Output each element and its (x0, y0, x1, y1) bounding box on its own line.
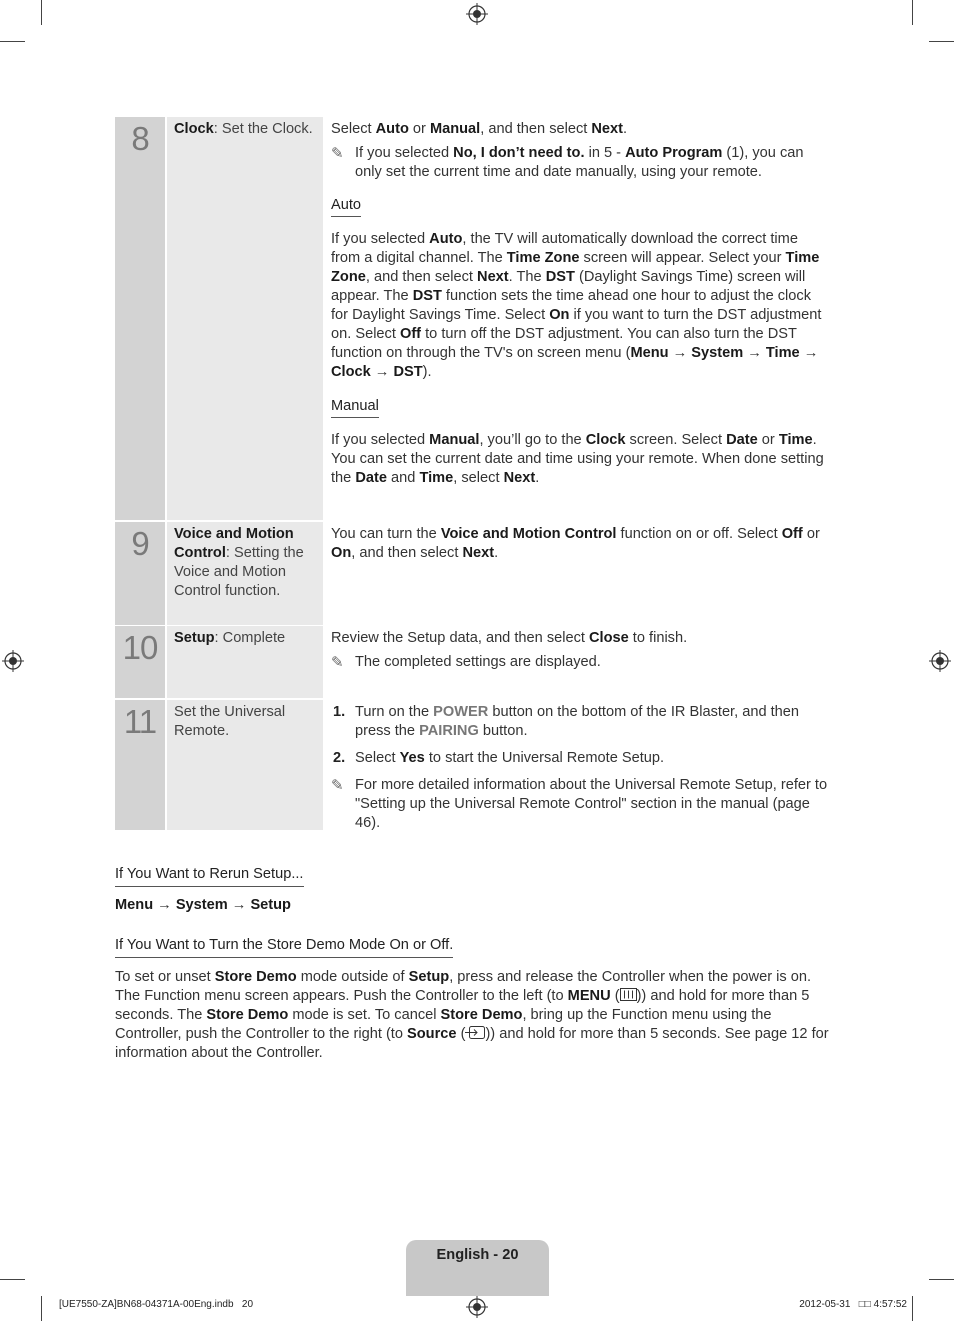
step-label: Setup: Complete (167, 626, 323, 698)
page-number-tab: English - 20 (406, 1240, 549, 1296)
step-note: ✎ For more detailed information about the Universal Remote Setup, refer to "Setting up the Universal Remote Control" section in the manual (page 46). (331, 777, 828, 831)
subheading-manual: Manual (331, 398, 379, 418)
registration-mark-icon (2, 650, 24, 672)
step-number: 8 (115, 117, 165, 520)
section-heading-rerun-setup: If You Want to Rerun Setup... (115, 866, 304, 887)
step-row-8 (115, 117, 829, 520)
step-number: 10 (115, 626, 165, 698)
pencil-note-icon: ✎ (331, 654, 344, 671)
crop-mark (929, 1279, 954, 1280)
step-note: ✎ The completed settings are displayed. (331, 654, 601, 671)
registration-mark-icon (466, 1296, 488, 1318)
source-input-icon (465, 1026, 485, 1039)
step-intro: Select Auto or Manual, and then select Next. (331, 121, 628, 137)
crop-mark (929, 41, 954, 42)
crop-mark (41, 1296, 42, 1321)
crop-mark (41, 0, 42, 25)
crop-mark (912, 0, 913, 25)
registration-mark-icon (929, 650, 951, 672)
auto-body: If you selected Auto, the TV will automatically download the correct time from a digital channel. The Time Zone screen will appear. Select your Time Zone, and then select Next. The DST (Daylight Savings Time) screen will appear. The DST function sets the time ahead one hour to adjust the clock for Daylight Savings Time. Select On if you want to turn the DST adjustment on. Select Off to turn off the DST adjustment. You can also turn the DST function on through the TV's on screen menu (Menu → System → Time → Clock → DST). (331, 231, 822, 380)
menu-grid-icon (620, 988, 637, 1001)
step-label: Set the Universal Remote. (167, 700, 323, 830)
list-item: 1. Turn on the POWER button on the bottom of the IR Blaster, and then press the PAIRING button. (333, 704, 800, 739)
step-label: Voice and Motion Control: Setting the Voice and Motion Control function. (167, 522, 323, 625)
registration-mark-icon (466, 3, 488, 25)
crop-mark (0, 41, 25, 42)
pencil-note-icon: ✎ (331, 145, 344, 162)
manual-body: If you selected Manual, you’ll go to the Clock screen. Select Date or Time. You can set the current date and time using your remote. When done setting the Date and Time, select Next. (331, 432, 824, 486)
subheading-auto: Auto (331, 197, 361, 217)
step-description (331, 117, 831, 488)
crop-mark (0, 1279, 25, 1280)
crop-mark (912, 1296, 913, 1321)
step-description: You can turn the Voice and Motion Control function on or off. Select Off or On, and then select Next. (331, 526, 820, 561)
step-number: 11 (115, 700, 165, 830)
section-heading-store-demo: If You Want to Turn the Store Demo Mode On or Off. (115, 937, 453, 958)
rerun-setup-path: Menu → System → Setup (115, 897, 291, 913)
step-row-11 (115, 700, 829, 830)
step-row-9 (115, 522, 829, 625)
file-info: [UE7550-ZA]BN68-04371A-00Eng.indb 20 (59, 1299, 254, 1310)
pencil-note-icon: ✎ (331, 777, 344, 794)
step-label: Clock: Set the Clock. (167, 117, 323, 520)
step-number: 9 (115, 522, 165, 625)
step-description: Review the Setup data, and then select Close to finish. ✎ The completed settings are displayed. (331, 626, 831, 672)
store-demo-body: To set or unset Store Demo mode outside of Setup, press and release the Controller when the power is on. The Function menu screen appears. Push the Controller to the left (to MENU ( )) and hold for more than 5 seconds. The Store Demo mode is set. To cancel Store Demo, bring up the Function menu using the Controller, push the Controller to the right (to Source ( )) and hold for more than 5 seconds. See page 12 for information about the Controller. (115, 969, 829, 1061)
step-description (331, 700, 831, 833)
step-note: ✎ If you selected No, I don’t need to. in 5 - Auto Program (1), you can only set the current time and date manually, using your remote. (331, 145, 804, 180)
print-timestamp: 2012-05-31 □□ 4:57:52 (799, 1299, 907, 1310)
step-row-10 (115, 626, 829, 698)
list-item: 2. Select Yes to start the Universal Remote Setup. (333, 750, 665, 766)
